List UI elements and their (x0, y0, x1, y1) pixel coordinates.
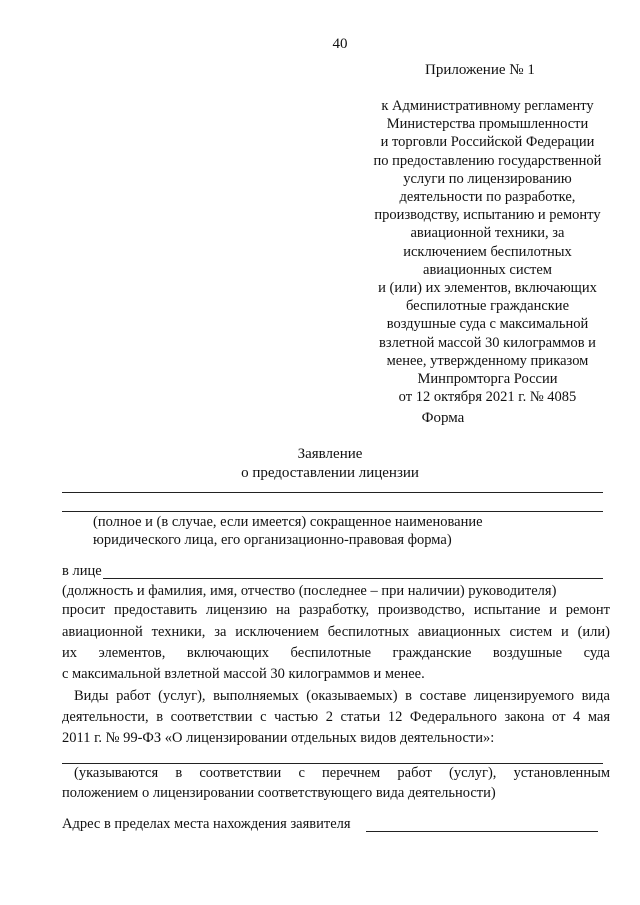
org-caption-line2: юридического лица, его организационно-правовая форма) (93, 532, 452, 548)
request-line: авиационной техники, за исключением беспилотных авиационных систем и (или) (62, 624, 610, 640)
regulation-line: авиационной техники, за (410, 225, 565, 242)
works-caption-line1: (указываются в соответствии с перечнем работ (услуг), установленным (74, 765, 610, 781)
regulation-line: взлетной массой 30 килограммов и (379, 334, 596, 351)
page-number: 40 (332, 36, 348, 52)
regulation-line: услуги по лицензированию (403, 170, 572, 187)
representative-prefix: в лице (62, 563, 102, 579)
works-line: Виды работ (услуг), выполняемых (оказываемых) в составе лицензируемого вида (74, 688, 610, 704)
org-caption-line1: (полное и (в случае, если имеется) сокращенное наименование (93, 514, 483, 530)
org-name-line-1[interactable] (62, 492, 603, 493)
regulation-line: Министерства промышленности (386, 116, 589, 133)
statement-subtitle: о предоставлении лицензии (241, 465, 419, 481)
request-line: просит предоставить лицензию на разработку, производство, испытание и ремонт (62, 602, 610, 618)
regulation-line: по предоставлению государственной (373, 152, 602, 169)
representative-line[interactable] (103, 578, 603, 579)
appendix-title: Приложение № 1 (425, 62, 535, 78)
regulation-line: и (или) их элементов, включающих (378, 280, 597, 297)
regulation-line: к Административному регламенту (381, 98, 594, 114)
regulation-line: Минпромторга России (417, 371, 558, 388)
works-caption-line2: положением о лицензировании соответствующего вида деятельности) (62, 785, 496, 801)
regulation-line: исключением беспилотных (403, 243, 572, 260)
regulation-line: менее, утвержденному приказом (386, 352, 589, 369)
request-line: с максимальной взлетной массой 30 килограммов и менее. (62, 666, 425, 682)
org-name-line-2[interactable] (62, 511, 603, 512)
form-label: Форма (421, 410, 465, 426)
regulation-line: воздушные суда с максимальной (386, 316, 589, 333)
representative-caption: (должность и фамилия, имя, отчество (последнее – при наличии) руководителя) (62, 583, 557, 599)
regulation-reference (350, 97, 625, 406)
regulation-line: производству, испытанию и ремонту (374, 207, 601, 224)
address-line[interactable] (366, 831, 598, 832)
statement-title: Заявление (297, 446, 363, 462)
request-line: их элементов, включающих беспилотные гражданские воздушные суда (62, 645, 610, 661)
regulation-line: деятельности по разработке, (399, 189, 576, 206)
works-line: деятельности, в соответствии с частью 2 статьи 12 Федерального закона от 4 мая (62, 709, 610, 725)
regulation-line: авиационных систем (423, 261, 552, 278)
regulation-line: и торговли Российской Федерации (380, 134, 595, 151)
regulation-line: беспилотные гражданские (405, 298, 570, 315)
works-fill-line[interactable] (62, 763, 603, 764)
statement-title-block (200, 445, 460, 483)
regulation-line: от 12 октября 2021 г. № 4085 (398, 389, 577, 406)
address-label: Адрес в пределах места нахождения заявителя (62, 816, 351, 832)
works-line: 2011 г. № 99-ФЗ «О лицензировании отдельных видов деятельности»: (62, 730, 495, 746)
